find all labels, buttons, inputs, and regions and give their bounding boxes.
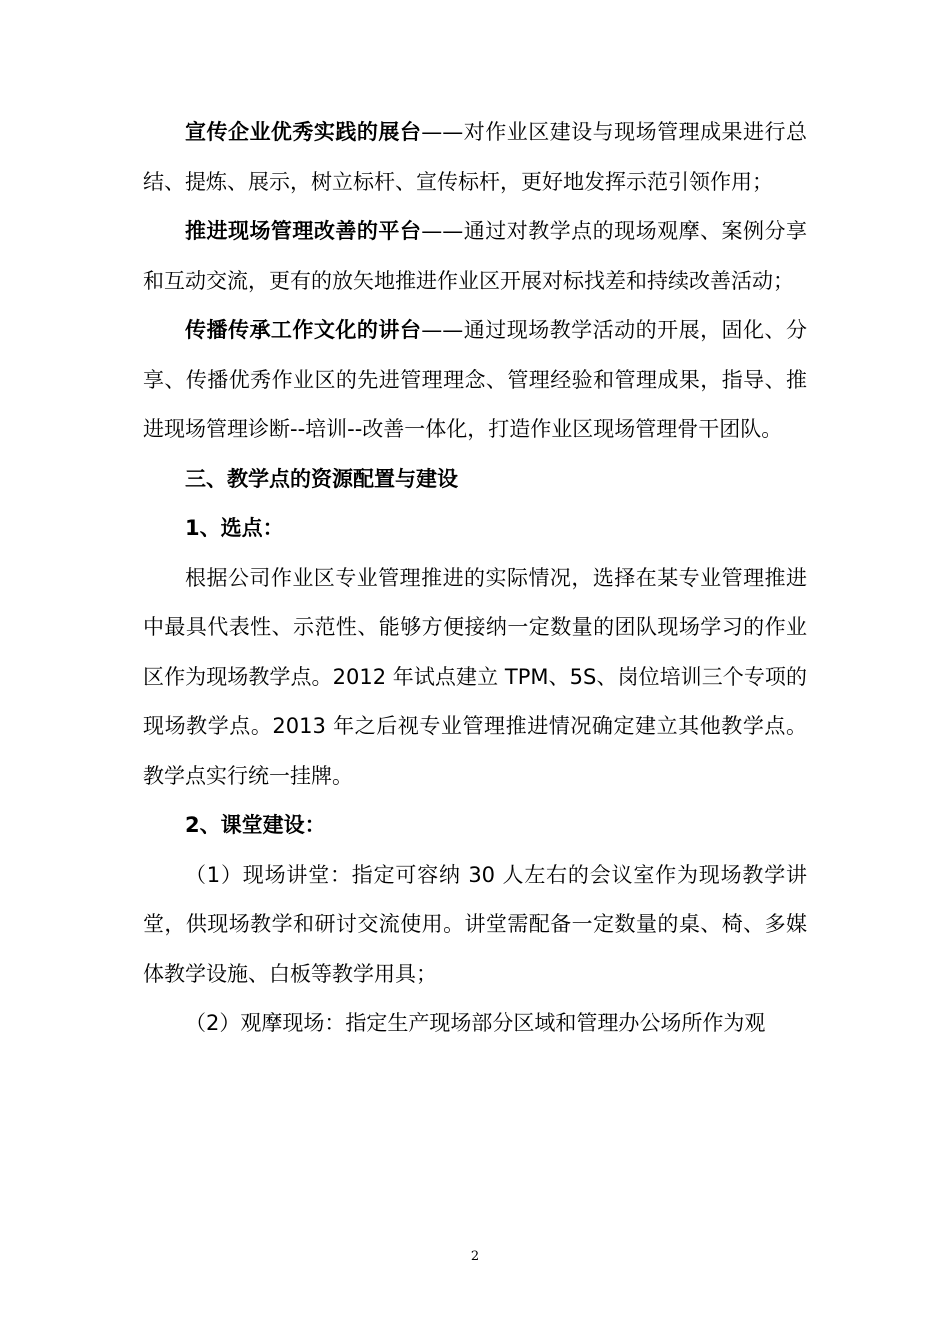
- page-number: 2: [470, 1249, 480, 1264]
- paragraph-lecture-hall: （1）现场讲堂：指定可容纳 30 人左右的会议室作为现场教学讲堂，供现场教学和研讨交流使用。讲堂需配备一定数量的桌、椅、多媒体教学设施、白板等教学用具；: [143, 862, 807, 986]
- document-body: [143, 108, 807, 1049]
- paragraph-culture: [143, 306, 807, 455]
- section-heading: 三、教学点的资源配置与建设: [185, 466, 458, 491]
- paragraph-lead: 推进现场管理改善的平台: [185, 219, 422, 243]
- paragraph-text: ——通过对教学点的现场观摩、案例分享和互动交流，更有的放矢地推进作业区开展对标找差和持续改善活动；: [143, 219, 807, 293]
- paragraph-site-selection: 根据公司作业区专业管理推进的实际情况，选择在某专业管理推进中最具代表性、示范性、能够方便接纳一定数量的团队现场学习的作业区作为现场教学点。2012 年试点建立 TPM、5S、岗位培训三个专项的现场教学点。2013 年之后视专业管理推进情况确定建立其他教学点。教学点实行统一挂牌。: [143, 565, 807, 788]
- paragraph-platform: [143, 207, 807, 306]
- paragraph-text: ——通过现场教学活动的开展，固化、分享、传播优秀作业区的先进管理理念、管理经验和管理成果，指导、推进现场管理诊断--培训--改善一体化，打造作业区现场管理骨干团队。: [143, 318, 807, 441]
- subsection-heading-classroom: 2、课堂建设：: [185, 813, 326, 837]
- paragraph-text: ——对作业区建设与现场管理成果进行总结、提炼、展示，树立标杆、宣传标杆，更好地发挥示范引领作用；: [143, 120, 807, 194]
- paragraph-observation-site: （2）观摩现场：指定生产现场部分区域和管理办公场所作为观: [185, 1011, 766, 1035]
- subsection-heading-site-selection: 1、选点：: [185, 516, 284, 540]
- paragraph-lead: 宣传企业优秀实践的展台: [185, 120, 422, 144]
- paragraph-showcase: [143, 108, 807, 207]
- paragraph-lead: 传播传承工作文化的讲台: [185, 318, 422, 342]
